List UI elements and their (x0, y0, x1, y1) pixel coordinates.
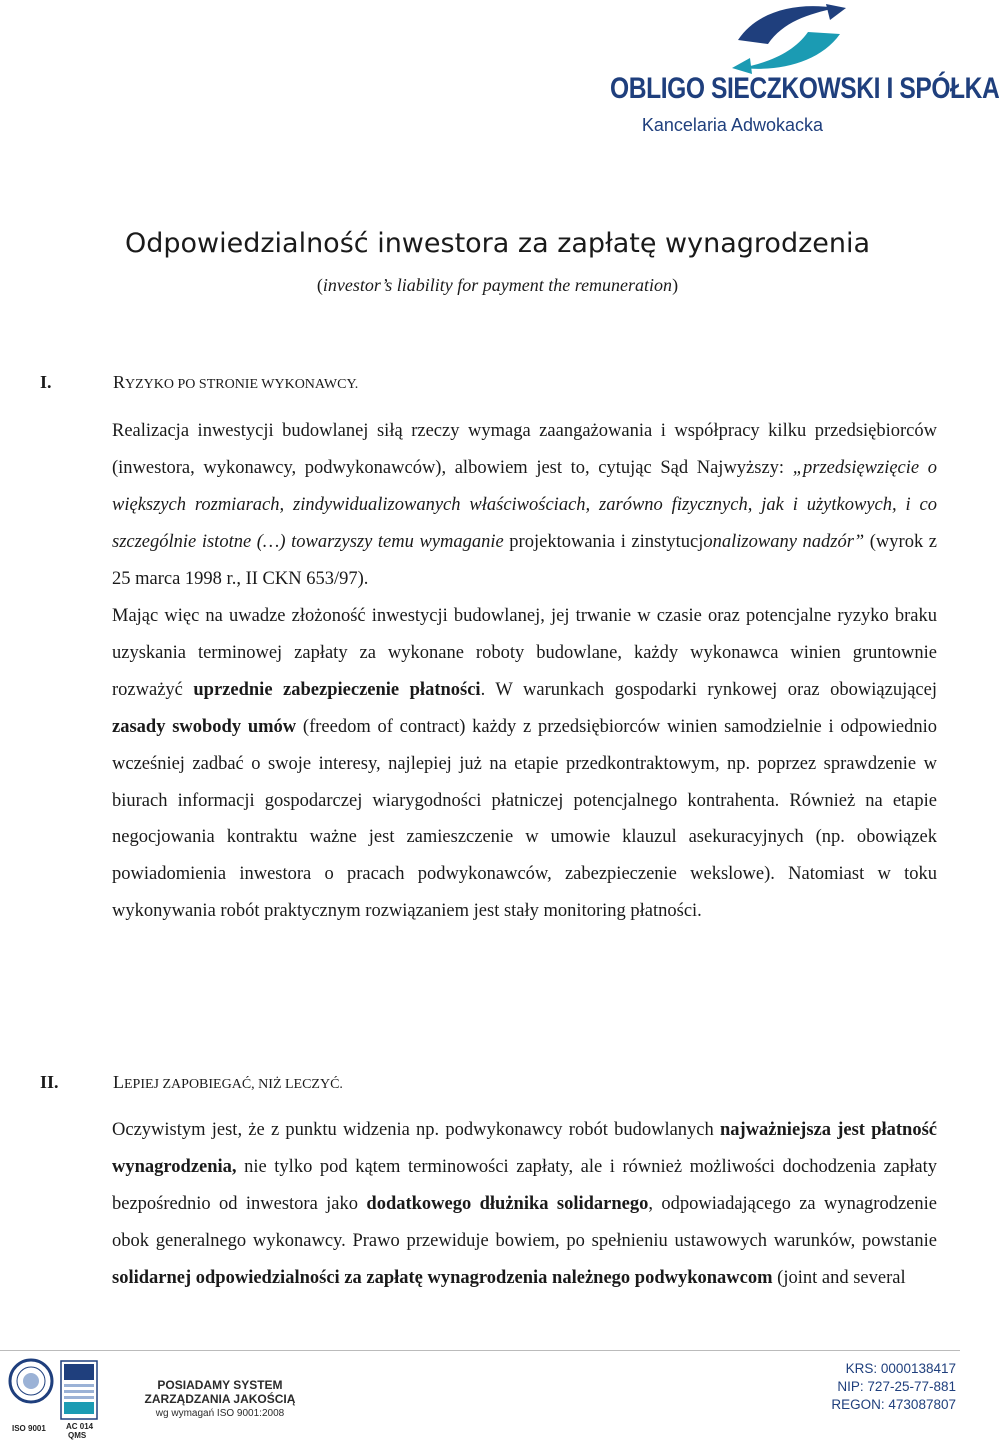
section-heading-2 (40, 1070, 343, 1097)
firm-name: OBLIGO SIECZKOWSKI I SPÓŁKA (610, 72, 999, 105)
paragraph-text: , odpowiadającego za wynagrodzenie obok generalnego wykonawcy. Prawo przewiduje bowiem, po spełnieniu ustawowych warunków, powstanie (112, 1193, 937, 1251)
section-number: I. (40, 372, 52, 392)
section-heading-1 (40, 370, 358, 397)
paragraph-text: Realizacja inwestycji budowlanej siłą rzeczy wymaga zaangażowania i współpracy kilku przedsiębiorców (inwestora, wykonawcy, podwykonawców), albowiem jest to, cytując Sąd Najwyższy: (112, 421, 937, 478)
subtitle-close-paren: ) (672, 275, 679, 295)
section-heading-initial: R (113, 372, 126, 392)
paragraph-text: Oczywistym jest, że z punktu widzenia np. podwykonawcy robót budowlanych (112, 1120, 720, 1140)
section-number: II. (40, 1072, 59, 1092)
regon-number: REGON: 473087807 (831, 1397, 956, 1412)
bold-phrase: najważniejsza jest płatność wynagrodzenia, (112, 1120, 937, 1177)
quote-text-end: onalizowany nadzór” (703, 531, 865, 552)
nip-number: NIP: 727-25-77-881 (837, 1379, 956, 1394)
pca-accreditation-icon (60, 1360, 98, 1420)
logo-arrows-icon (728, 0, 848, 76)
bold-phrase: zasady swobody umów (112, 716, 297, 737)
paragraph-text: (freedom of contract) każdy z przedsiębiorców winien samodzielnie i odpowiednio wcześniej zadbać o swoje interesy, najlepiej już na etapie przedkontraktowym, np. poprzez sprawdzenie w biurach informacji gospodarczej wiarygodności płatniczej potencjalnego kontrahenta. Również na etapie negocjowania kontraktu ważne jest zamieszczenie w umowie klauzul asekuracyjnych (np. obowiązek powiadomienia inwestora o pracach podwykonawców, zabezpieczenie wekslowe). Natomiast w toku wykonywania robót praktycznym rozwiązaniem jest stały monitoring płatności. (112, 716, 937, 922)
section-heading-text: YZYKO PO STRONIE WYKONAWCY. (125, 377, 359, 392)
quality-system-line-1: POSIADAMY SYSTEM (157, 1378, 283, 1392)
section-heading-text: EPIEJ ZAPOBIEGAĆ, NIŻ LECZYĆ. (124, 1077, 343, 1092)
quote-text-plain: projektowania i zinstytucj (503, 531, 704, 552)
paragraph-text: (joint and several (772, 1267, 906, 1288)
paragraph-1 (112, 413, 937, 598)
paragraph-text: nie tylko pod kątem terminowości zapłaty, ale i również możliwości dochodzenia zapłaty bezpośrednio od inwestora jako (112, 1156, 937, 1214)
firm-logo (538, 0, 999, 140)
bold-phrase: dodatkowego dłużnika solidarnego (366, 1193, 649, 1214)
quality-system-standard: wg wymagań ISO 9001:2008 (155, 1408, 285, 1419)
quote-text: „przedsięwzięcie o większych rozmiarach, zindywidualizowanych właściwościach, zarówno fizycznych, jak i użytkowych, i co szczególnie istotne (…) towarzyszy temu wymaganie (112, 457, 938, 552)
pca-qms-label: QMS (68, 1431, 87, 1440)
iso-certificate-label: ISO 9001 (12, 1424, 46, 1433)
paragraph-2 (112, 598, 937, 930)
document-subtitle (0, 273, 995, 297)
paragraph-text: . W warunkach gospodarki rynkowej oraz obowiązującej (480, 679, 937, 700)
section-heading-initial: L (113, 1072, 124, 1092)
krs-number: KRS: 0000138417 (845, 1361, 956, 1376)
pca-accreditation-label: AC 014 (66, 1422, 94, 1431)
paragraph-3 (112, 1112, 937, 1297)
citation-text: (wyrok z 25 marca 1998 r., II CKN 653/97). (112, 531, 937, 589)
subtitle-open-paren: ( (316, 275, 323, 295)
iso-certificate-seal-icon (8, 1358, 54, 1404)
paragraph-text: Mając więc na uwadze złożoność inwestycji budowlanej, jej trwanie w czasie oraz potencjalne ryzyko braku uzyskania terminowej zapłaty za wykonane roboty budowlane, każdy wykonawca winien gruntownie rozważyć (112, 606, 937, 700)
bold-phrase: uprzednie zabezpieczenie płatności (193, 679, 481, 700)
document-title: Odpowiedzialność inwestora za zapłatę wynagrodzenia (124, 228, 871, 259)
quality-system-line-2: ZARZĄDZANIA JAKOŚCIĄ (144, 1392, 296, 1406)
subtitle-text: investor’s liability for payment the remuneration (322, 275, 673, 295)
bold-phrase: solidarnej odpowiedzialności za zapłatę wynagrodzenia należnego podwykonawcom (112, 1267, 773, 1288)
footer-divider (0, 1350, 960, 1351)
firm-subtitle: Kancelaria Adwokacka (641, 115, 823, 135)
